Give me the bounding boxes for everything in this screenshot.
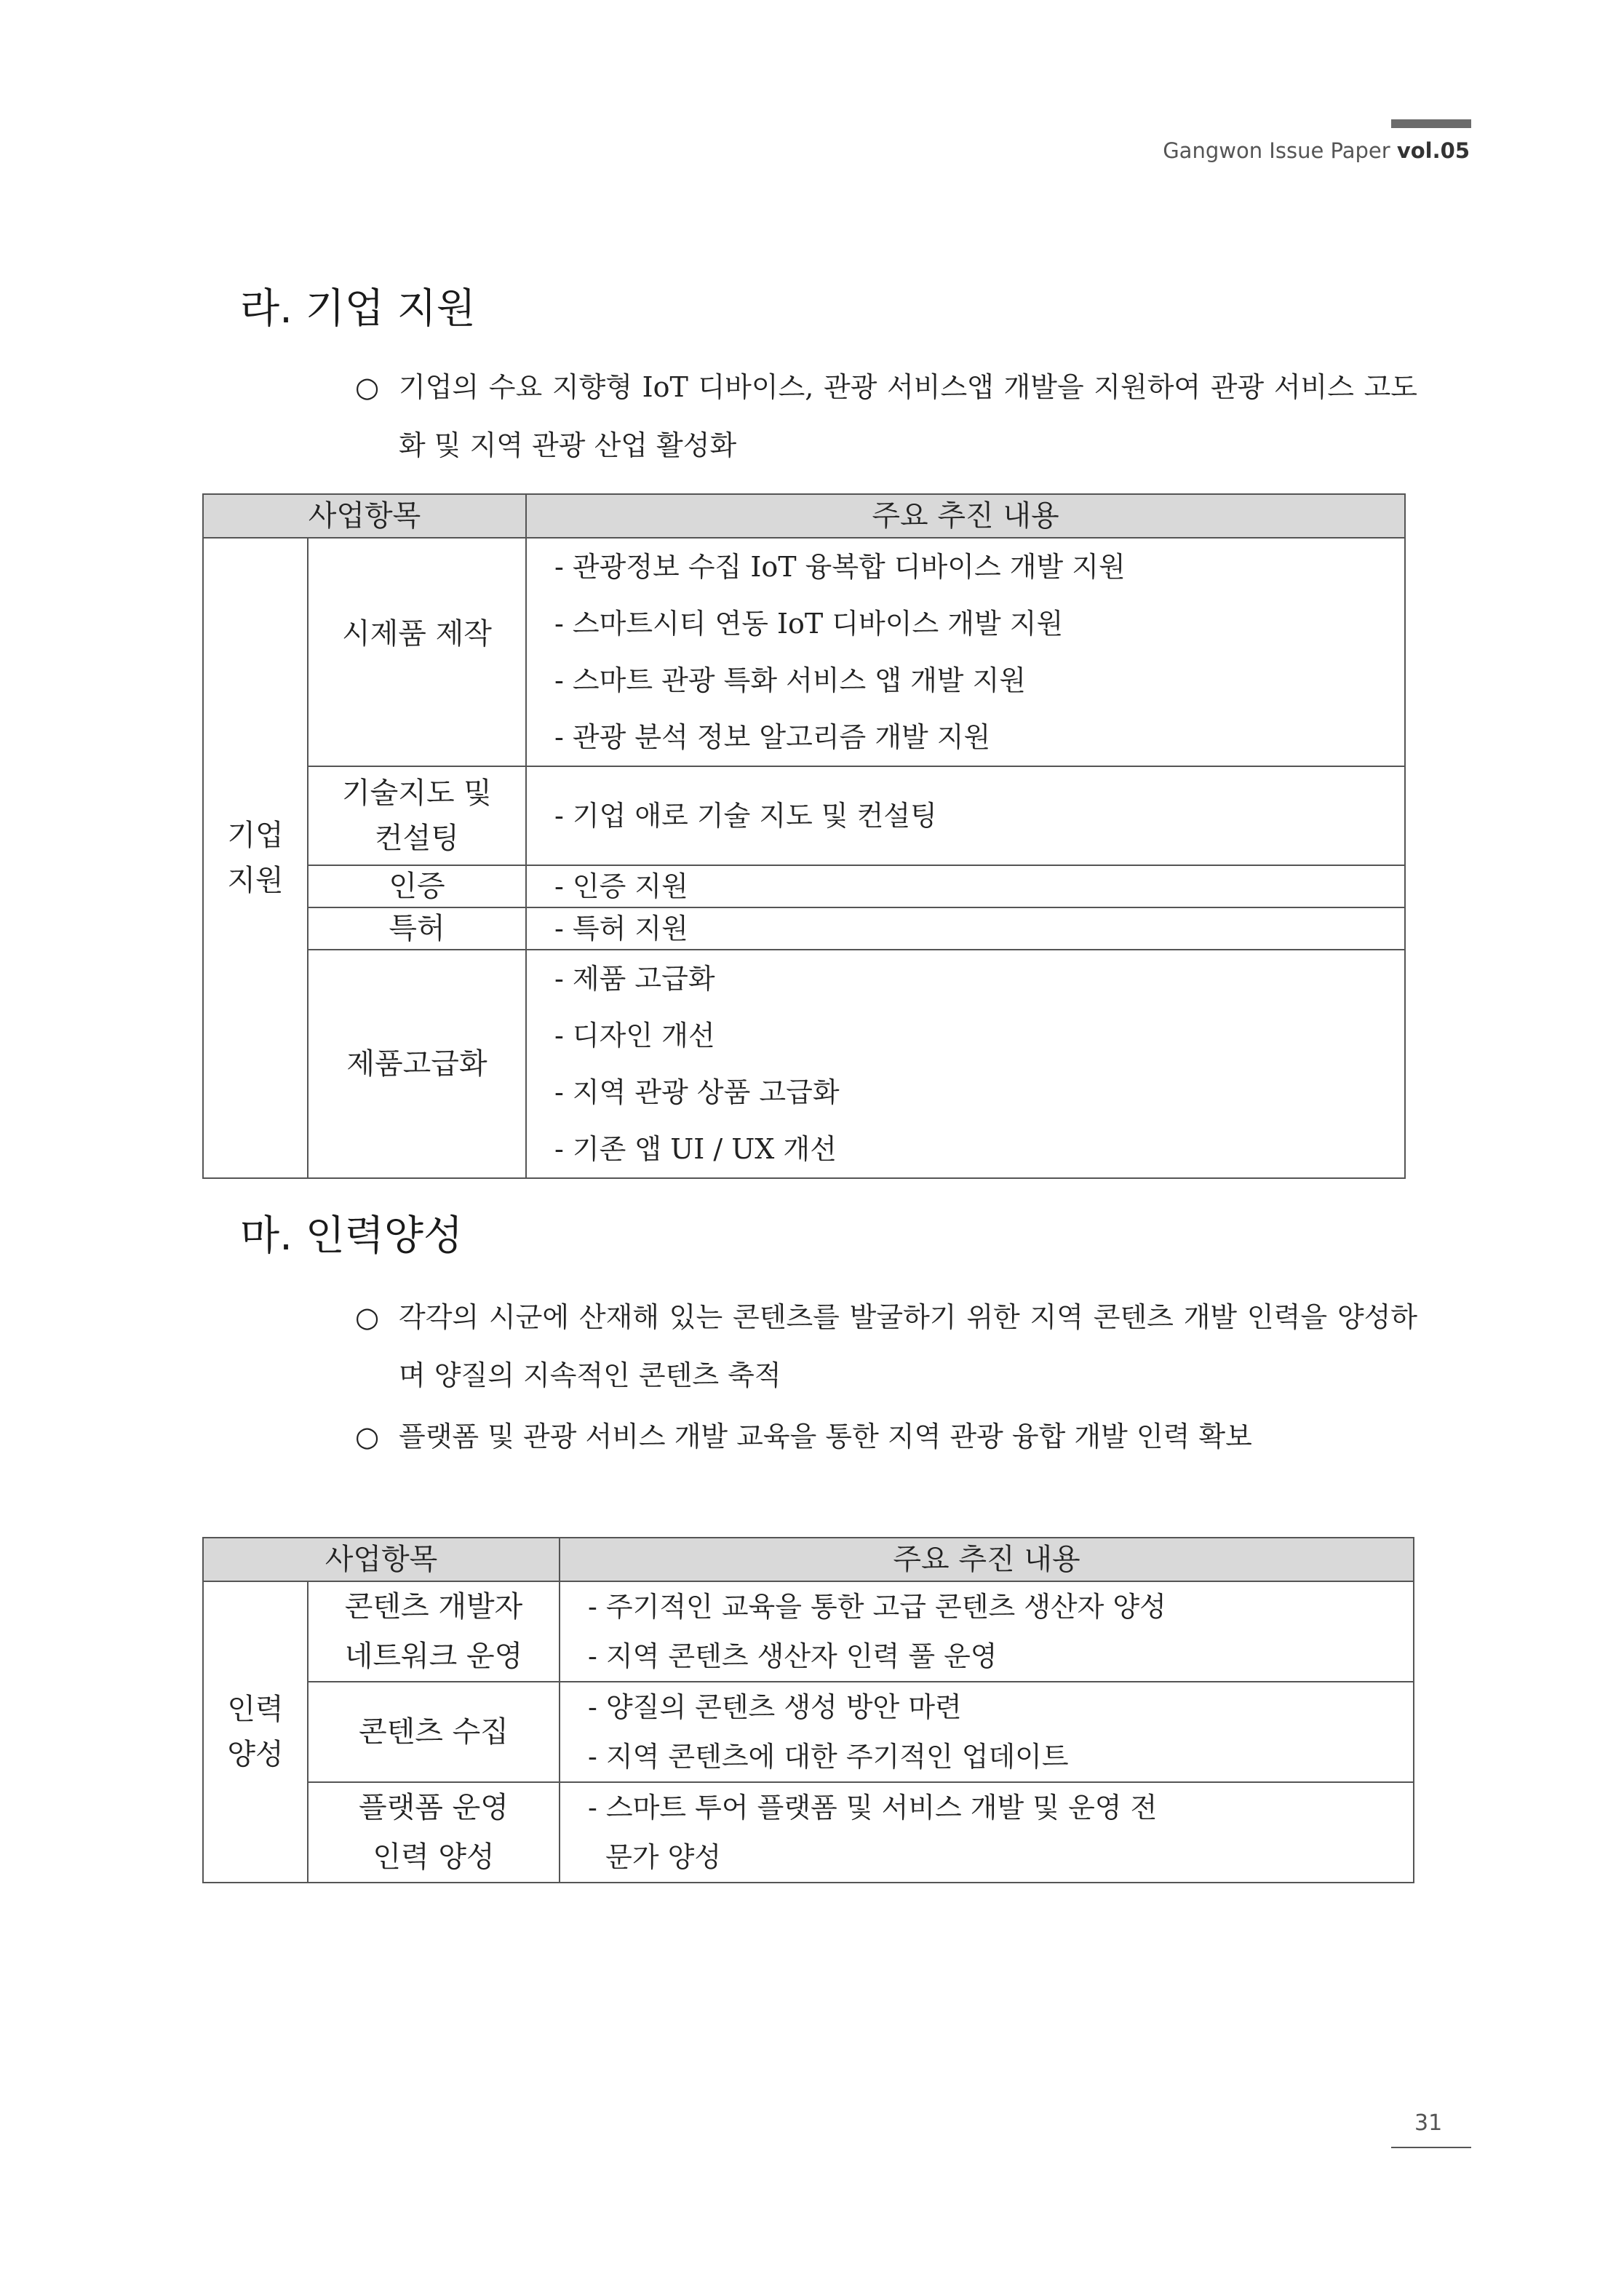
table-row	[203, 865, 1405, 907]
section-title-workforce-training: 마. 인력양성	[240, 1212, 463, 1260]
enterprise-support-table	[202, 493, 1406, 1179]
table-row	[203, 1782, 1414, 1883]
category-line: 기업	[227, 819, 284, 852]
content-line: - 제품 고급화	[554, 963, 715, 995]
item-label: 인증	[389, 870, 445, 903]
content-line: - 지역 콘텐츠 생산자 인력 풀 운영	[588, 1640, 998, 1672]
content-cell	[560, 1581, 1414, 1682]
table-header-row	[203, 1538, 1414, 1581]
content-line: 문가 양성	[588, 1841, 722, 1873]
bullet-workforce-2	[355, 1407, 1417, 1524]
item-cell	[308, 766, 526, 865]
bullet-workforce-1	[355, 1288, 1417, 1404]
category-cell	[203, 538, 308, 1178]
content-line: - 스마트시티 연동 IoT 디바이스 개발 지원	[554, 608, 1064, 640]
content-cell	[526, 538, 1405, 766]
item-label: 콘텐츠 개발자	[344, 1590, 523, 1624]
item-label: 콘텐츠 수집	[359, 1715, 509, 1749]
bullet-text: 각각의 시군에 산재해 있는 콘텐츠를 발굴하기 위한 지역 콘텐츠 개발 인력을 양성하며 양질의 지속적인 콘텐츠 축적	[399, 1301, 1417, 1391]
category-cell	[203, 1581, 308, 1883]
item-cell	[308, 950, 526, 1178]
item-label: 플랫폼 운영	[359, 1791, 509, 1824]
section-title-enterprise-support: 라. 기업 지원	[240, 285, 476, 333]
header-accent-bar	[1391, 119, 1471, 128]
content-line: - 관광 분석 정보 알고리즘 개발 지원	[554, 721, 991, 753]
item-label: 시제품 제작	[342, 617, 492, 651]
category-line: 지원	[227, 864, 284, 897]
content-cell	[526, 950, 1405, 1178]
bullet-enterprise-support	[355, 358, 1417, 474]
publication-name: Gangwon Issue Paper	[1163, 138, 1390, 163]
page-number: 31	[1414, 2110, 1443, 2136]
item-cell	[308, 538, 526, 766]
item-cell	[308, 1682, 560, 1782]
content-line: - 인증 지원	[554, 870, 688, 902]
item-label: 특허	[389, 912, 445, 945]
content-line: - 관광정보 수집 IoT 융복합 디바이스 개발 지원	[554, 551, 1126, 583]
circle-bullet-icon: ○	[355, 371, 380, 403]
running-header	[1163, 138, 1470, 163]
content-line: - 양질의 콘텐츠 생성 방안 마련	[588, 1691, 962, 1723]
content-line: - 스마트 관광 특화 서비스 앱 개발 지원	[554, 664, 1027, 696]
content-cell	[560, 1682, 1414, 1782]
item-cell	[308, 1581, 560, 1682]
header-main-content: 주요 추진 내용	[526, 494, 1405, 538]
content-line: - 지역 콘텐츠에 대한 주기적인 업데이트	[588, 1741, 1069, 1773]
table-row	[203, 1581, 1414, 1682]
item-label: 컨설팅	[375, 822, 459, 855]
bullet-text: 플랫폼 및 관광 서비스 개발 교육을 통한 지역 관광 융합 개발 인력 확보	[399, 1420, 1252, 1453]
item-label: 기술지도 및	[342, 776, 492, 810]
content-cell	[526, 865, 1405, 907]
content-line: - 특허 지원	[554, 913, 688, 945]
item-cell	[308, 865, 526, 907]
header-main-content: 주요 추진 내용	[560, 1538, 1414, 1581]
category-line: 인력	[227, 1693, 284, 1726]
content-line: - 기업 애로 기술 지도 및 컨설팅	[554, 800, 937, 832]
content-line: - 기존 앱 UI / UX 개선	[554, 1133, 837, 1165]
workforce-training-table	[202, 1537, 1414, 1883]
bullet-text: 기업의 수요 지향형 IoT 디바이스, 관광 서비스앱 개발을 지원하여 관광 서비스 고도화 및 지역 관광 산업 활성화	[399, 371, 1417, 461]
item-label: 제품고급화	[346, 1047, 487, 1081]
content-cell	[560, 1782, 1414, 1883]
item-cell	[308, 907, 526, 950]
category-line: 양성	[227, 1738, 284, 1771]
circle-bullet-icon: ○	[355, 1420, 380, 1453]
table-row	[203, 950, 1405, 1178]
table-row	[203, 766, 1405, 865]
content-cell	[526, 907, 1405, 950]
circle-bullet-icon: ○	[355, 1301, 380, 1333]
content-line: - 디자인 개선	[554, 1020, 715, 1052]
item-label: 네트워크 운영	[344, 1640, 523, 1673]
table-row	[203, 907, 1405, 950]
item-cell	[308, 1782, 560, 1883]
item-label: 인력 양성	[373, 1840, 495, 1874]
table-row	[203, 1682, 1414, 1782]
header-business-item: 사업항목	[203, 494, 526, 538]
content-cell	[526, 766, 1405, 865]
content-line: - 지역 관광 상품 고급화	[554, 1076, 840, 1108]
content-line: - 스마트 투어 플랫폼 및 서비스 개발 및 운영 전	[588, 1792, 1158, 1824]
content-line: - 주기적인 교육을 통한 고급 콘텐츠 생산자 양성	[588, 1591, 1166, 1623]
table-row	[203, 538, 1405, 766]
page-number-rule	[1391, 2147, 1471, 2148]
volume-label: vol.05	[1396, 138, 1470, 163]
header-business-item: 사업항목	[203, 1538, 560, 1581]
table-header-row	[203, 494, 1405, 538]
